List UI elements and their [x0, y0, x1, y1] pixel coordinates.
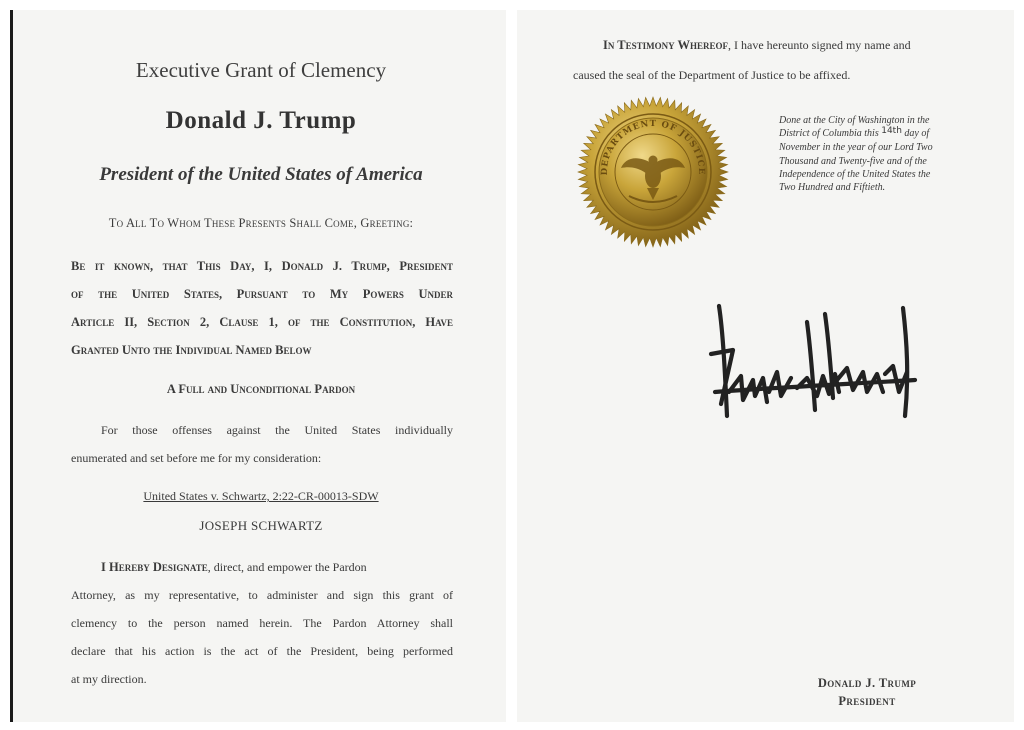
- pardoned-person: JOSEPH SCHWARTZ: [199, 518, 323, 533]
- designate-line-2: Attorney, as my representative, to administer and sign this grant of: [71, 588, 453, 602]
- testimony-line-1-rest: , I have hereunto signed my name and: [728, 38, 911, 52]
- designate-line-5: at my direction.: [71, 672, 147, 686]
- known-line-3: Article II, Section 2, Clause 1, of the Constitution, Have: [71, 315, 453, 329]
- department-of-justice-seal: [577, 96, 729, 248]
- known-line-4: Granted Unto the Individual Named Below: [71, 343, 312, 357]
- grantor-title: President of the United States of America: [99, 164, 423, 185]
- presidential-signature: [707, 292, 922, 432]
- case-citation: [13, 489, 509, 504]
- testimony-paragraph: [573, 30, 963, 90]
- offenses-paragraph: [71, 416, 453, 472]
- left-page: [10, 10, 506, 722]
- signer-title: President: [838, 694, 896, 708]
- done-line-5: Independence of the United States the: [779, 168, 931, 180]
- done-line-6: Two Hundred and Fiftieth.: [779, 182, 886, 194]
- handwritten-day: 14th: [881, 126, 902, 137]
- known-line-2: of the United States, Pursuant to My Powers Under: [71, 287, 453, 301]
- testimony-line-2: caused the seal of the Department of Justice to be affixed.: [573, 68, 851, 82]
- designate-line-3: clemency to the person named herein. The Pardon Attorney shall: [71, 616, 453, 630]
- done-line-1: Done at the City of Washington in the: [779, 115, 930, 126]
- signer-name: Donald J. Trump: [817, 676, 917, 690]
- case-citation-text: United States v. Schwartz, 2:22-CR-00013-SDW: [143, 489, 379, 503]
- designate-paragraph: [71, 553, 453, 693]
- designate-lead: I Hereby Designate: [101, 560, 208, 574]
- seal-text: DEPARTMENT OF JUSTICE: [599, 118, 707, 176]
- be-it-known-paragraph: [71, 252, 453, 364]
- known-line-1: Be it known, that This Day, I, Donald J. Trump, President: [71, 259, 453, 273]
- done-at-block: [779, 114, 979, 194]
- grantor-name: Donald J. Trump: [165, 107, 357, 134]
- pardon-type: A Full and Unconditional Pardon: [166, 382, 356, 396]
- done-line-2-end: day of: [904, 128, 930, 140]
- designate-line-1-rest: , direct, and empower the Pardon: [207, 560, 367, 574]
- testimony-lead: In Testimony Whereof: [603, 38, 729, 52]
- testimony-line-1: [573, 30, 963, 60]
- done-line-3: November in the year of our Lord Two: [779, 142, 933, 154]
- right-page: [517, 10, 1014, 722]
- done-line-2: [779, 127, 979, 141]
- greeting-line: To All To Whom These Presents Shall Come, Greeting:: [108, 216, 414, 230]
- done-line-2-text: District of Columbia this: [779, 128, 879, 140]
- designate-line-1: [71, 553, 453, 581]
- grant-heading: Executive Grant of Clemency: [135, 58, 387, 82]
- done-line-4: Thousand and Twenty-five and of the: [779, 155, 927, 167]
- offenses-line-1: For those offenses against the United States individually: [101, 423, 453, 437]
- offenses-line-2: enumerated and set before me for my consideration:: [71, 451, 322, 465]
- designate-line-4: declare that his action is the act of the President, being performed: [71, 644, 453, 658]
